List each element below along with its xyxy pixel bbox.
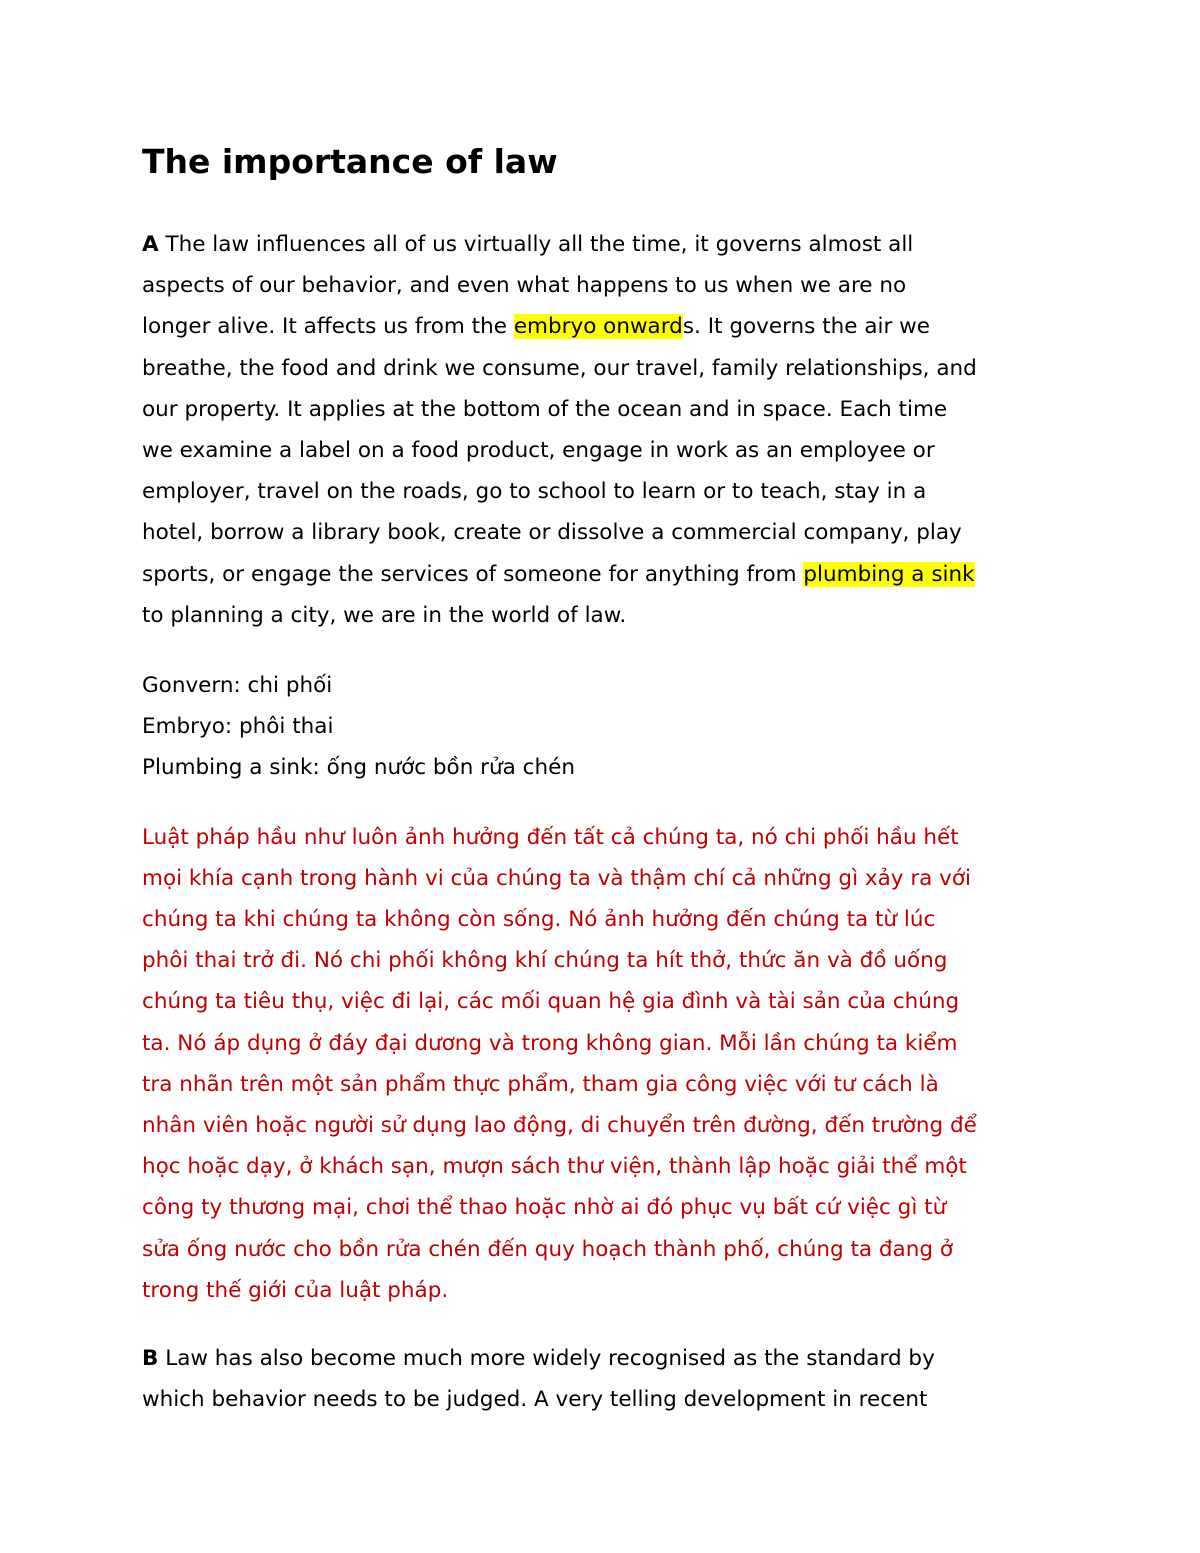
- document-title: The importance of law: [142, 142, 558, 181]
- translation-line: ta. Nó áp dụng ở đáy đại dương và trong không gian. Mỗi lần chúng ta kiểm: [142, 1030, 958, 1056]
- glossary: [142, 665, 1072, 789]
- paragraph-a-line-3: longer alive. It affects us from the embryo onwards. It governs the air we: [142, 314, 930, 340]
- translation-line: học hoặc dạy, ở khách sạn, mượn sách thư viện, thành lập hoặc giải thể một: [142, 1154, 967, 1180]
- translation-line: Luật pháp hầu như luôn ảnh hưởng đến tất cả chúng ta, nó chi phối hầu hết: [142, 824, 959, 850]
- highlight-plumbing-a-sink: plumbing a sink: [803, 561, 975, 587]
- paragraph-a-line-10: to planning a city, we are in the world of law.: [142, 602, 627, 628]
- translation-line: nhân viên hoặc người sử dụng lao động, di chuyển trên đường, đến trường để: [142, 1113, 977, 1139]
- section-marker-a: A: [142, 232, 159, 257]
- paragraph-a-line-8: hotel, borrow a library book, create or dissolve a commercial company, play: [142, 520, 962, 546]
- translation-line: công ty thương mại, chơi thể thao hoặc nhờ ai đó phục vụ bất cứ việc gì từ: [142, 1195, 947, 1221]
- paragraph-b-line-2: which behavior needs to be judged. A very telling development in recent: [142, 1387, 928, 1413]
- translation-line: trong thế giới của luật pháp.: [142, 1277, 449, 1303]
- glossary-item: Plumbing a sink: ống nước bồn rửa chén: [142, 755, 575, 781]
- section-marker-b: B: [142, 1346, 159, 1372]
- translation-line: mọi khía cạnh trong hành vi của chúng ta và thậm chí cả những gì xảy ra với: [142, 865, 972, 891]
- translation-line: phôi thai trở đi. Nó chi phối không khí chúng ta hít thở, thức ăn và đồ uống: [142, 948, 948, 974]
- paragraph-a-line-7: employer, travel on the roads, go to school to learn or to teach, stay in a: [142, 479, 927, 505]
- translation-line: tra nhãn trên một sản phẩm thực phẩm, tham gia công việc với tư cách là: [142, 1071, 939, 1097]
- paragraph-b-line-1: B Law has also become much more widely recognised as the standard by: [142, 1346, 935, 1372]
- glossary-item: Embryo: phôi thai: [142, 714, 334, 740]
- highlight-embryo-onward: embryo onward: [513, 314, 683, 340]
- paragraph-b: [142, 1338, 1072, 1420]
- vietnamese-translation: [142, 817, 1072, 1311]
- translation-line: chúng ta khi chúng ta không còn sống. Nó ảnh hưởng đến chúng ta từ lúc: [142, 907, 936, 933]
- paragraph-a-line-2: aspects of our behavior, and even what happens to us when we are no: [142, 273, 907, 299]
- glossary-item: Gonvern: chi phối: [142, 673, 333, 699]
- translation-line: chúng ta tiêu thụ, việc đi lại, các mối quan hệ gia đình và tài sản của chúng: [142, 989, 960, 1015]
- document-page: [142, 138, 1072, 1420]
- translation-line: sửa ống nước cho bồn rửa chén đến quy hoạch thành phố, chúng ta đang ở: [142, 1236, 953, 1262]
- paragraph-a-line-1: A The law influences all of us virtually all the time, it governs almost all: [142, 232, 914, 257]
- paragraph-a: [142, 224, 1072, 636]
- paragraph-a-line-9: sports, or engage the services of someone for anything from plumbing a sink: [142, 561, 975, 587]
- paragraph-a-line-6: we examine a label on a food product, engage in work as an employee or: [142, 438, 935, 464]
- paragraph-a-line-4: breathe, the food and drink we consume, our travel, family relationships, and: [142, 355, 977, 381]
- paragraph-a-line-5: our property. It applies at the bottom of the ocean and in space. Each time: [142, 396, 948, 422]
